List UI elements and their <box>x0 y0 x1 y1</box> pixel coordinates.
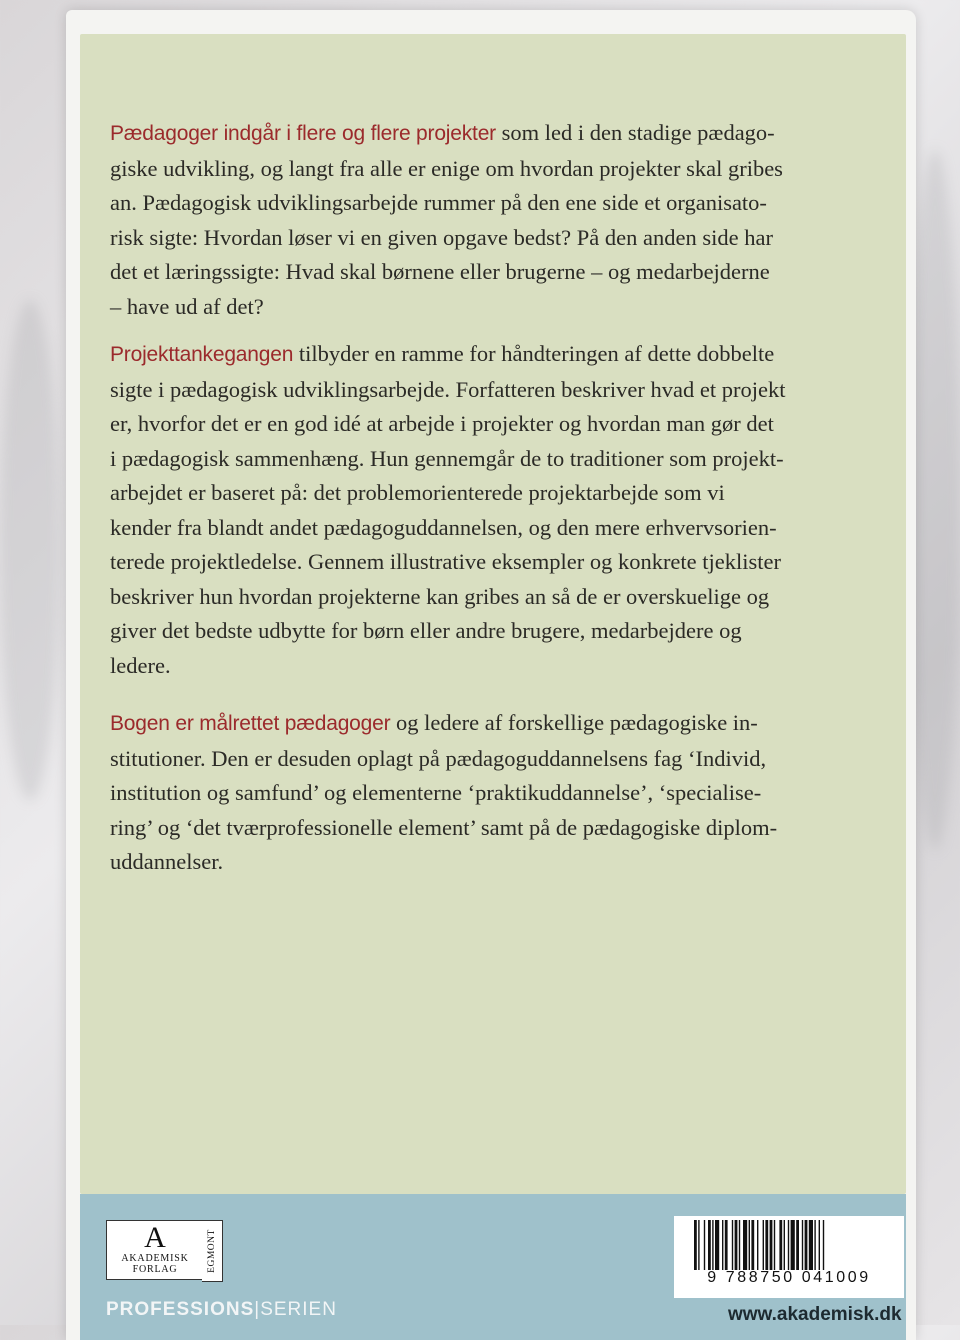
barcode-bar <box>770 1220 773 1270</box>
blurb-line: – have ud af det? <box>110 293 264 319</box>
series-name: PROFESSIONS|SERIEN <box>106 1299 337 1320</box>
barcode-bar <box>712 1220 713 1270</box>
barcode-bar <box>802 1220 803 1270</box>
logo-letter: A <box>144 1221 166 1254</box>
barcode-bar <box>751 1220 754 1270</box>
blurb-line: arbejdet er baseret på: det problemorienterede projektarbejde som vi <box>110 480 725 505</box>
blurb-lead: Pædagoger indgår i flere og flere projekter <box>110 122 496 145</box>
logo-line-2: FORLAG <box>132 1264 178 1275</box>
blurb-line: ring’ og ‘det tværprofessionelle element’ samt på de pædagogiske diplom- <box>110 814 778 840</box>
barcode-bar <box>698 1220 699 1270</box>
blurb-line: Bogen er målrettet pædagoger og ledere af forskellige pædagogiske in- <box>110 710 758 735</box>
barcode-bar <box>765 1220 768 1270</box>
barcode-bar <box>725 1220 728 1270</box>
blurb-lead: Projekttankegangen <box>110 343 294 366</box>
blurb-line: risk sigte: Hvordan løser vi en given opgave bedst? På den anden side har <box>110 224 773 250</box>
parent-company-tab <box>202 1220 223 1282</box>
barcode-bar <box>805 1220 808 1270</box>
blurb-line: Projekttankegangen tilbyder en ramme for håndteringen af dette dobbelte <box>110 341 775 366</box>
barcode-bar <box>774 1220 775 1270</box>
blurb-line: sigte i pædagogisk udviklingsarbejde. Forfatteren beskriver hvad et projekt <box>110 376 786 402</box>
blurb-paragraph-2 <box>110 337 870 683</box>
blurb-line: stitutioner. Den er desuden oplagt på pædagoguddannelsens fag ‘Individ, <box>110 745 767 771</box>
barcode-bar <box>708 1220 711 1270</box>
blurb-paragraph-1 <box>110 116 870 324</box>
blurb-line: i pædagogisk sammenhæng. Hun gennemgår de to traditioner som projekt- <box>110 445 784 471</box>
barcode-bar <box>791 1220 795 1270</box>
barcode-bar <box>749 1220 750 1270</box>
barcode-bar <box>694 1220 697 1270</box>
blurb-line: beskriver hun hvordan projekterne kan gribes an så de er overskuelige og <box>110 583 770 609</box>
blurb-line: Pædagoger indgår i flere og flere projekter som led i den stadige pædago- <box>110 120 775 145</box>
blurb-line: giske udvikling, og langt fra alle er enige om hvordan projekter skal gribes <box>110 155 783 181</box>
publisher-logo <box>106 1220 204 1280</box>
footer-band <box>80 1194 906 1340</box>
barcode-bar <box>819 1220 820 1270</box>
blurb-paragraph-3 <box>110 706 870 880</box>
blurb-line: an. Pædagogisk udviklingsarbejde rummer på den ene side et organisato- <box>110 190 767 215</box>
blurb-line: kender fra blandt andet pædagoguddannelsen, og den mere erhvervsorien- <box>110 514 777 540</box>
blurb-line: terede projektledelse. Gennem illustrative eksempler og konkrete tjeklister <box>110 549 782 574</box>
barcode-bar <box>743 1220 747 1270</box>
blurb-line: giver det bedste udbytte for børn eller andre brugere, medarbejdere og <box>110 618 742 643</box>
barcode-bar <box>739 1220 740 1270</box>
barcode-bar <box>788 1220 789 1270</box>
marble-vein <box>910 150 960 850</box>
barcode-bar <box>796 1220 799 1270</box>
blurb-lead: Bogen er målrettet pædagoger <box>110 712 391 735</box>
barcode-bar <box>715 1220 719 1270</box>
barcode-bars <box>674 1216 904 1270</box>
barcode-bar <box>704 1220 705 1270</box>
barcode-bar <box>779 1220 782 1270</box>
isbn-barcode <box>674 1216 904 1298</box>
barcode-bar <box>814 1220 815 1270</box>
blurb-line: er, hvorfor det er en god idé at arbejde i projekter og hvordan man gør det <box>110 411 774 436</box>
book-back-cover <box>66 10 916 1340</box>
logo-line-1: AKADEMISK <box>121 1253 189 1264</box>
isbn-number: 9 788750 041009 <box>707 1269 871 1286</box>
cover-text-panel <box>80 34 906 1194</box>
barcode-bar <box>784 1220 785 1270</box>
barcode-bar <box>823 1220 824 1270</box>
barcode-bar <box>722 1220 723 1270</box>
barcode-bar <box>735 1220 738 1270</box>
blurb-line: institution og samfund’ og elementerne ‘praktikuddannelse’, ‘specialise- <box>110 780 762 805</box>
barcode-bar <box>763 1220 764 1270</box>
blurb-line: uddannelser. <box>110 849 224 874</box>
blurb-line: ledere. <box>110 652 171 678</box>
barcode-bar <box>757 1220 758 1270</box>
barcode-bar <box>732 1220 733 1270</box>
barcode-bar <box>809 1220 813 1270</box>
blurb-line: det et læringssigte: Hvad skal børnene eller brugerne – og medarbejderne <box>110 259 770 284</box>
parent-company-label: EGMONT <box>207 1229 218 1273</box>
publisher-website: www.akademisk.dk <box>728 1304 902 1325</box>
marble-vein <box>0 300 60 800</box>
